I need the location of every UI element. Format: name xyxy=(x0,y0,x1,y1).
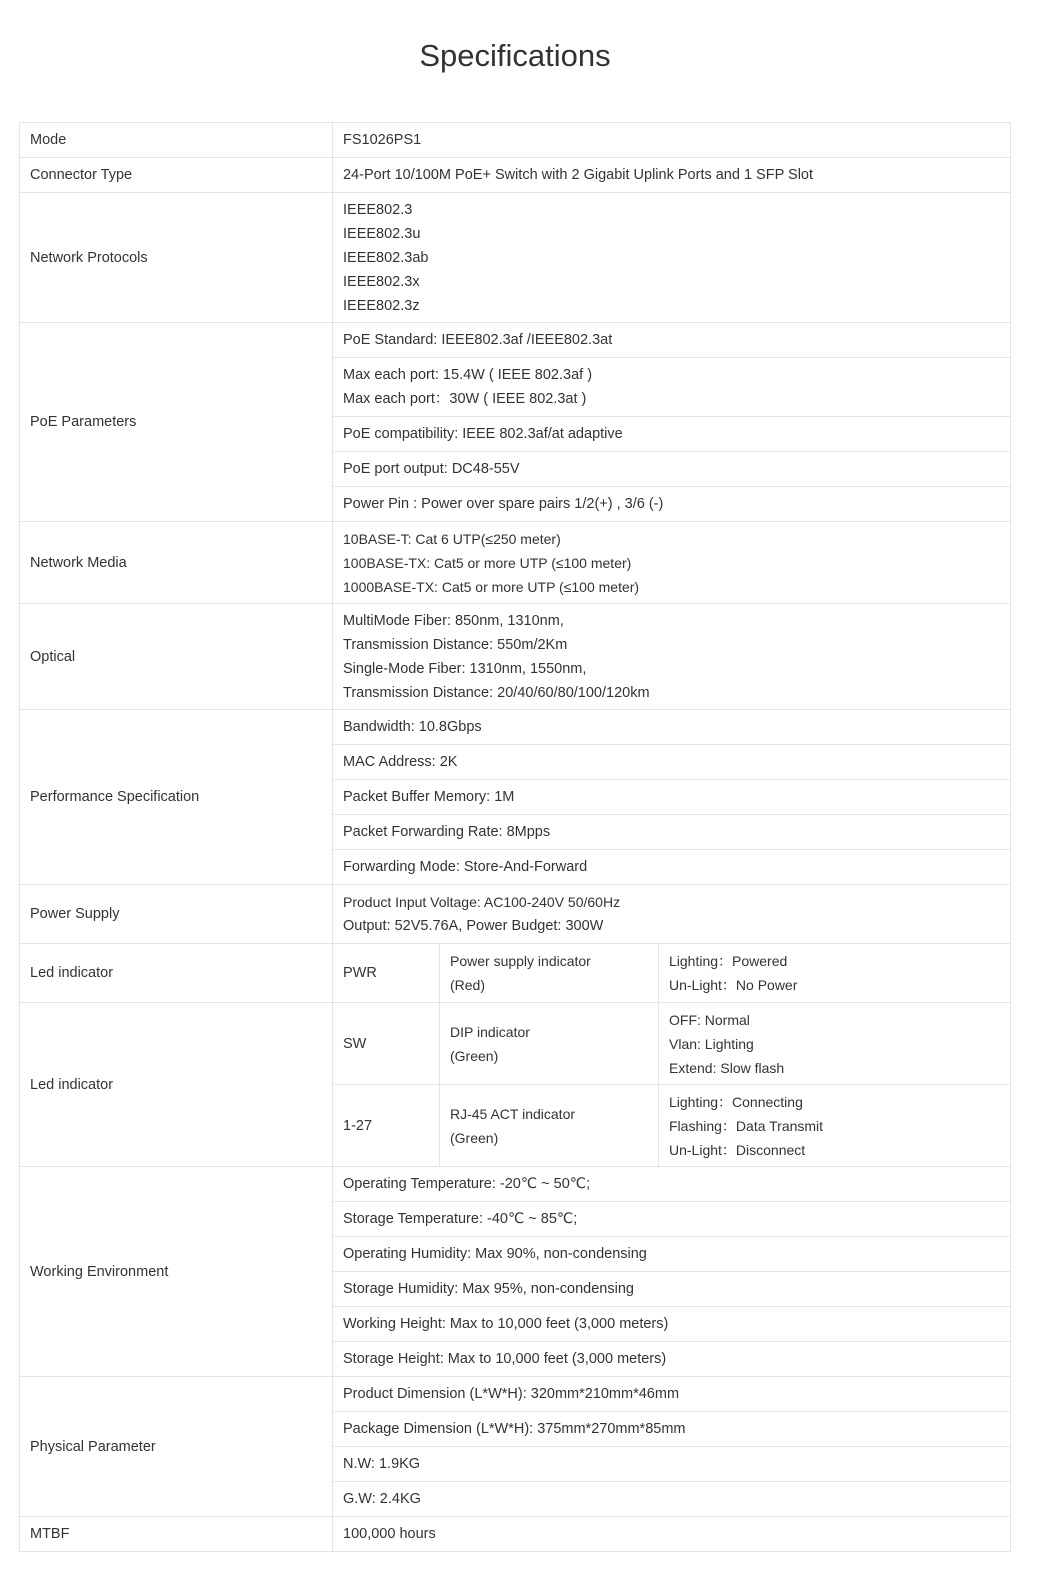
row-label: Working Environment xyxy=(20,1167,333,1377)
row-value: PoE compatibility: IEEE 802.3af/at adaptive xyxy=(333,417,1011,452)
led-description xyxy=(440,944,659,1003)
row-value: Power Pin : Power over spare pairs 1/2(+) , 3/6 (-) xyxy=(333,487,1011,522)
led-description-line: (Green) xyxy=(450,1047,499,1064)
table-row-mode xyxy=(20,123,1011,158)
row-label: Connector Type xyxy=(20,158,333,193)
row-value: PoE port output: DC48-55V xyxy=(333,452,1011,487)
led-description xyxy=(440,1003,659,1085)
table-row-poe-standard xyxy=(20,323,1011,358)
led-status-line: Flashing：Data Transmit xyxy=(669,1117,824,1134)
led-status-line: OFF: Normal xyxy=(669,1011,750,1028)
protocol-item: IEEE802.3ab xyxy=(343,249,429,266)
optical-item: Transmission Distance: 550m/2Km xyxy=(343,636,568,653)
row-value xyxy=(333,193,1011,323)
led-description-line: Power supply indicator xyxy=(450,953,591,969)
row-value xyxy=(333,885,1011,944)
led-description-line: (Red) xyxy=(450,977,486,993)
optical-item: Single-Mode Fiber: 1310nm, 1550nm, xyxy=(343,660,587,677)
row-label: Network Media xyxy=(20,522,333,604)
media-item: 100BASE-TX: Cat5 or more UTP (≤100 meter) xyxy=(343,554,632,571)
row-label: Physical Parameter xyxy=(20,1377,333,1517)
row-label: Mode xyxy=(20,123,333,158)
row-value: Storage Temperature: -40℃ ~ 85℃; xyxy=(333,1202,1011,1237)
led-name: 1-27 xyxy=(333,1085,440,1167)
table-row-bandwidth xyxy=(20,710,1011,745)
poe-max-at: Max each port：30W ( IEEE 802.3at ) xyxy=(343,391,587,407)
row-value: FS1026PS1 xyxy=(333,123,1011,158)
led-status xyxy=(659,1085,1011,1167)
row-value: 100,000 hours xyxy=(333,1517,1011,1552)
protocol-item: IEEE802.3 xyxy=(343,201,413,218)
table-row-connector-type xyxy=(20,158,1011,193)
table-row-optical xyxy=(20,604,1011,710)
page-title: Specifications xyxy=(419,38,611,73)
table-row-led-pwr xyxy=(20,944,1011,1003)
row-value: G.W: 2.4KG xyxy=(333,1482,1011,1517)
table-row-led-sw xyxy=(20,1003,1011,1085)
media-item: 10BASE-T: Cat 6 UTP(≤250 meter) xyxy=(343,530,561,547)
protocol-item: IEEE802.3z xyxy=(343,297,420,314)
optical-item: MultiMode Fiber: 850nm, 1310nm, xyxy=(343,612,564,629)
led-description xyxy=(440,1085,659,1167)
led-status xyxy=(659,1003,1011,1085)
led-status-line: Un-Light：No Power xyxy=(669,977,798,993)
led-description-line: RJ-45 ACT indicator xyxy=(450,1105,576,1122)
protocol-item: IEEE802.3u xyxy=(343,225,421,242)
row-value: Working Height: Max to 10,000 feet (3,000 meters) xyxy=(333,1307,1011,1342)
row-value xyxy=(333,522,1011,604)
row-value xyxy=(333,358,1011,417)
row-value: Storage Humidity: Max 95%, non-condensing xyxy=(333,1272,1011,1307)
led-name: PWR xyxy=(333,944,440,1003)
row-value: 24-Port 10/100M PoE+ Switch with 2 Gigabit Uplink Ports and 1 SFP Slot xyxy=(333,158,1011,193)
row-value: PoE Standard: IEEE802.3af /IEEE802.3at xyxy=(333,323,1011,358)
row-value: Operating Temperature: -20℃ ~ 50℃; xyxy=(333,1167,1011,1202)
optical-item: Transmission Distance: 20/40/60/80/100/120km xyxy=(343,684,650,701)
row-value: Operating Humidity: Max 90%, non-condensing xyxy=(333,1237,1011,1272)
row-value: Packet Forwarding Rate: 8Mpps xyxy=(333,815,1011,850)
row-label: Led indicator xyxy=(20,1003,333,1167)
led-status-line: Lighting：Powered xyxy=(669,953,788,969)
table-row-product-dim xyxy=(20,1377,1011,1412)
media-item: 1000BASE-TX: Cat5 or more UTP (≤100 meter) xyxy=(343,578,640,595)
led-status-line: Lighting：Connecting xyxy=(669,1093,803,1110)
protocol-item: IEEE802.3x xyxy=(343,273,420,290)
row-value: Storage Height: Max to 10,000 feet (3,000 meters) xyxy=(333,1342,1011,1377)
row-label: PoE Parameters xyxy=(20,323,333,522)
table-row-network-protocols xyxy=(20,193,1011,323)
row-label: Led indicator xyxy=(20,944,333,1003)
row-label: Network Protocols xyxy=(20,193,333,323)
specifications-table xyxy=(19,122,1011,1552)
table-row-network-media xyxy=(20,522,1011,604)
row-value: Packet Buffer Memory: 1M xyxy=(333,780,1011,815)
power-output: Output: 52V5.76A, Power Budget: 300W xyxy=(343,918,604,934)
row-label: Performance Specification xyxy=(20,710,333,885)
row-value: N.W: 1.9KG xyxy=(333,1447,1011,1482)
row-value: Product Dimension (L*W*H): 320mm*210mm*46mm xyxy=(333,1377,1011,1412)
row-value: Package Dimension (L*W*H): 375mm*270mm*85mm xyxy=(333,1412,1011,1447)
row-value: Bandwidth: 10.8Gbps xyxy=(333,710,1011,745)
led-status-line: Extend: Slow flash xyxy=(669,1059,785,1076)
row-value: MAC Address: 2K xyxy=(333,745,1011,780)
power-input: Product Input Voltage: AC100-240V 50/60Hz xyxy=(343,894,621,910)
led-description-line: (Green) xyxy=(450,1129,499,1146)
led-name: SW xyxy=(333,1003,440,1085)
led-status-line: Un-Light：Disconnect xyxy=(669,1141,806,1158)
row-label: MTBF xyxy=(20,1517,333,1552)
led-status-line: Vlan: Lighting xyxy=(669,1035,754,1052)
row-value: Forwarding Mode: Store-And-Forward xyxy=(333,850,1011,885)
table-row-power-supply xyxy=(20,885,1011,944)
poe-max-af: Max each port: 15.4W ( IEEE 802.3af ) xyxy=(343,367,593,383)
row-label: Optical xyxy=(20,604,333,710)
led-status xyxy=(659,944,1011,1003)
row-label: Power Supply xyxy=(20,885,333,944)
table-row-op-temp xyxy=(20,1167,1011,1202)
table-row-mtbf xyxy=(20,1517,1011,1552)
row-value xyxy=(333,604,1011,710)
led-description-line: DIP indicator xyxy=(450,1023,530,1040)
